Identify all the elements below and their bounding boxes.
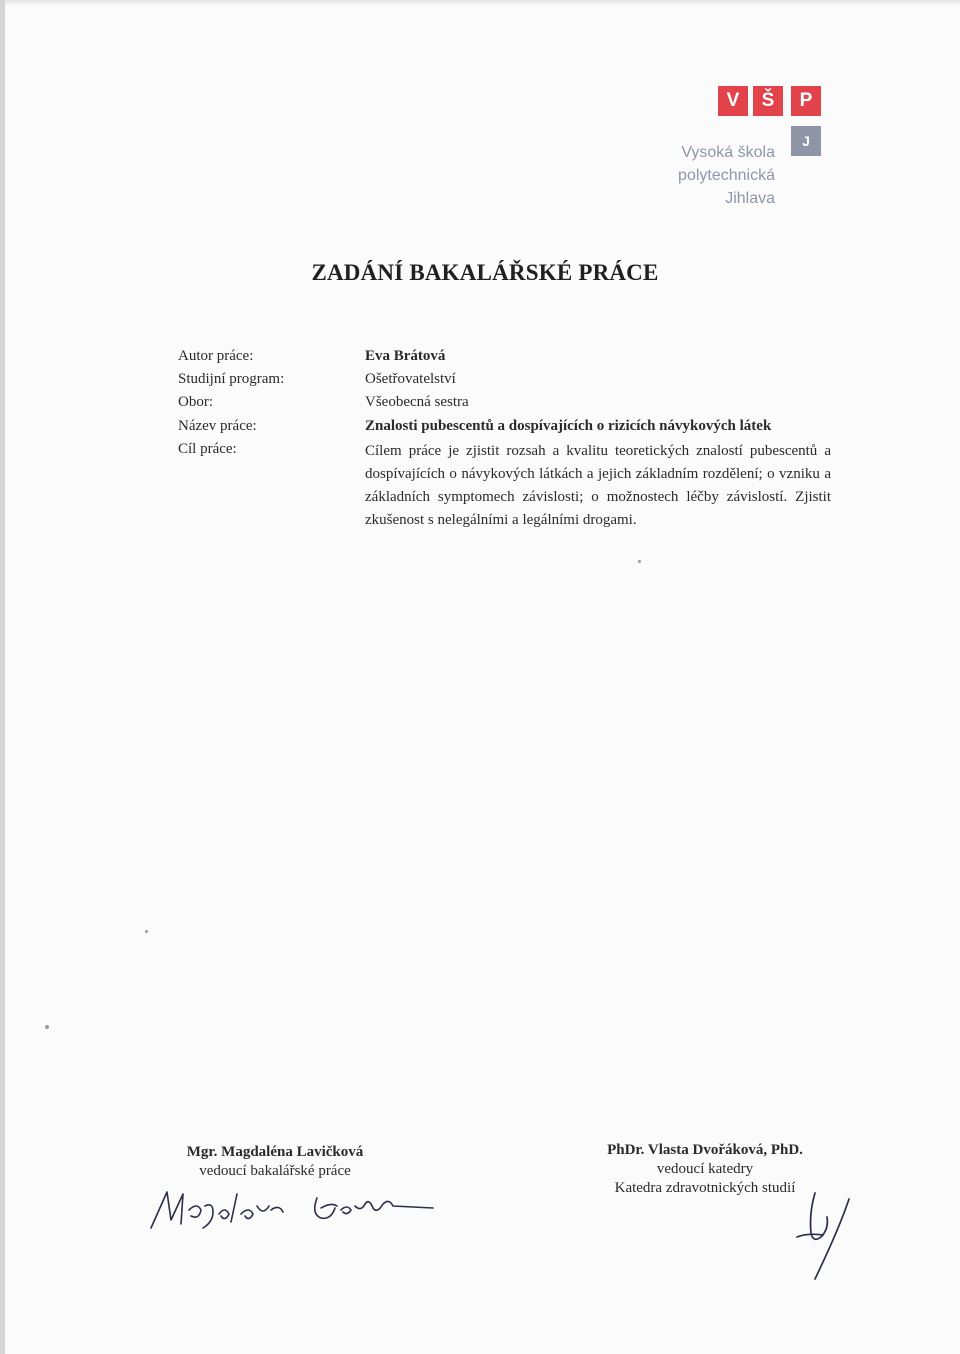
program-value: Ošetřovatelství: [365, 371, 456, 387]
supervisor-name: Mgr. Magdaléna Lavičková: [186, 1144, 364, 1160]
document-title: ZADÁNÍ BAKALÁŘSKÉ PRÁCE: [311, 260, 659, 285]
field-value: Všeobecná sestra: [365, 394, 469, 410]
author-value: Eva Brátová: [365, 348, 446, 364]
program-label: Studijní program:: [178, 371, 285, 387]
field-label: Obor:: [178, 394, 213, 410]
supervisor-signature-block: [125, 1144, 425, 1180]
head-handwritten-signature: [785, 1185, 865, 1285]
supervisor-handwritten-signature: [145, 1180, 445, 1240]
goal-value: Cílem práce je zjistit rozsah a kvalitu teoretických znalostí pubescentů a dospívajících o návykových látkách a jejich základním rozdělení; o vzniku a základních symptomech závislosti; o možnostech léčby závislostí. Zjistit zkušenost s nelegálními a legálními drogami.: [365, 443, 831, 528]
logo-letter-p: P: [791, 86, 821, 116]
thesis-title-label: Název práce:: [178, 418, 257, 434]
logo-text-line-1: Vysoká škola: [681, 144, 775, 161]
thesis-title-value: Znalosti pubescentů a dospívajících o rizicích návykových látek: [365, 418, 772, 434]
author-label: Autor práce:: [178, 348, 254, 364]
scan-speck: [145, 930, 148, 933]
logo-letter-s: Š: [753, 86, 783, 116]
school-logo: [655, 86, 830, 216]
supervisor-role: vedoucí bakalářské práce: [199, 1163, 351, 1179]
logo-letter-v: V: [718, 86, 748, 116]
goal-label: Cíl práce:: [178, 441, 237, 457]
logo-text-line-3: Jihlava: [725, 190, 775, 207]
scan-speck: [45, 1025, 49, 1029]
logo-letter-j: J: [791, 126, 821, 156]
logo-text-line-2: polytechnická: [678, 167, 775, 184]
head-department: Katedra zdravotnických studií: [614, 1180, 796, 1196]
head-role: vedoucí katedry: [656, 1161, 754, 1177]
scan-speck: [638, 560, 641, 563]
head-name: PhDr. Vlasta Dvořáková, PhD.: [607, 1142, 803, 1158]
